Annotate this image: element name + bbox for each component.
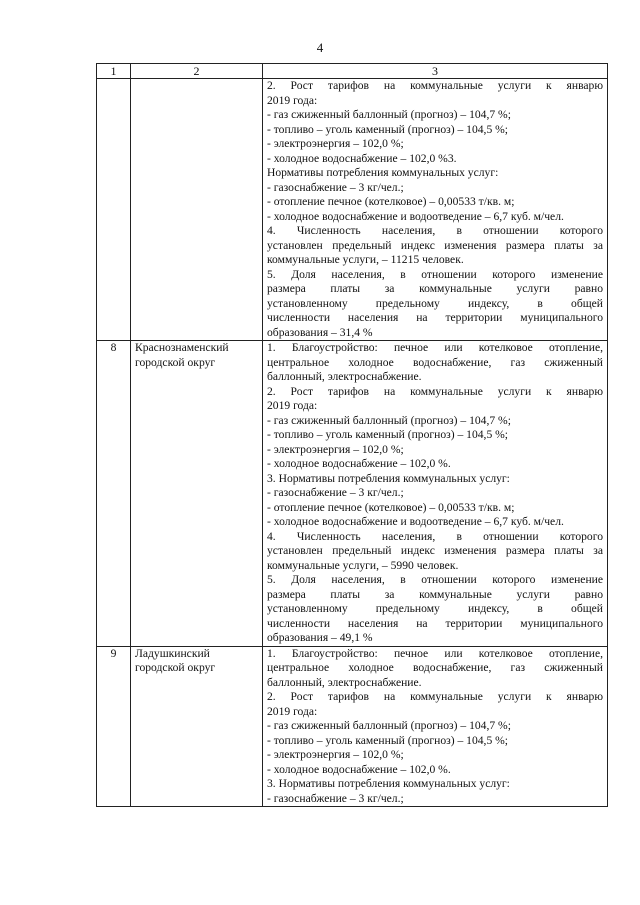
table-row [97, 79, 608, 341]
indicator-text-line: - электроэнергия – 102,0 %; [267, 442, 404, 456]
indicator-text-line: установленному предельному индексу, в общей [267, 602, 603, 615]
indicator-text-line: - холодное водоснабжение – 102,0 %. [267, 762, 451, 776]
indicator-text-line: баллонный, электроснабжение. [267, 675, 422, 689]
indicator-text-line: коммунальные услуги, – 5990 человек. [267, 558, 459, 572]
indicator-text-line: - электроэнергия – 102,0 %; [267, 137, 404, 150]
row-number-cell: 9 [97, 646, 131, 807]
indicator-text-line: коммунальные услуги, – 11215 человек. [267, 253, 464, 266]
indicator-text-line: образования – 49,1 % [267, 631, 373, 644]
indicator-text-line: - холодное водоснабжение – 102,0 %. [267, 457, 451, 470]
indicator-text-line: - газоснабжение – 3 кг/чел.; [267, 791, 404, 805]
indicator-text-line: размера платы за коммунальные услуги равно [267, 282, 603, 295]
indicator-text-line: 2. Рост тарифов на коммунальные услуги к январю [267, 690, 603, 703]
indicator-text-line: - холодное водоснабжение – 102,0 %3. [267, 151, 457, 165]
indicator-text-line: 2. Рост тарифов на коммунальные услуги к январю [267, 384, 603, 398]
indicator-text-line: установлен предельный индекс изменения размера платы за [267, 238, 603, 252]
table-body [97, 79, 608, 807]
indicator-text-line: 4. Численность населения, в отношении которого [267, 224, 603, 237]
indicator-text-line: - холодное водоснабжение и водоотведение – 6,7 куб. м/чел. [267, 515, 564, 528]
indicator-text-line: установленному предельному индексу, в общей [267, 296, 603, 310]
indicator-text-line: 2019 года: [267, 399, 318, 412]
row-number-cell [97, 79, 131, 341]
municipal-utilities-table [96, 63, 608, 807]
column-header-1: 1 [97, 64, 131, 79]
indicator-text-line: - отопление печное (котелковое) – 0,00533 т/кв. м; [267, 195, 515, 208]
municipality-name-line: городской округ [135, 355, 216, 369]
indicator-text-line: - холодное водоснабжение и водоотведение – 6,7 куб. м/чел. [267, 209, 564, 223]
page-number: 4 [316, 40, 324, 55]
indicators-cell [263, 79, 608, 341]
indicator-text-line: - газ сжиженный баллонный (прогноз) – 104,7 %; [267, 719, 511, 732]
indicator-text-line: - отопление печное (котелковое) – 0,00533 т/кв. м; [267, 500, 515, 514]
indicators-cell [263, 646, 608, 807]
municipality-name-cell [131, 341, 263, 647]
municipality-name-cell [131, 79, 263, 341]
indicator-text-line: - газоснабжение – 3 кг/чел.; [267, 180, 404, 194]
indicator-text-line: 4. Численность населения, в отношении которого [267, 529, 603, 543]
table-row [97, 341, 608, 647]
indicator-text-line: баллонный, электроснабжение. [267, 370, 422, 383]
indicator-text-line: - топливо – уголь каменный (прогноз) – 104,5 %; [267, 733, 509, 747]
indicator-text-line: 2019 года: [267, 93, 318, 107]
municipality-name-line: Ладушкинский [135, 646, 210, 660]
indicator-text-line: - газ сжиженный баллонный (прогноз) – 104,7 %; [267, 413, 511, 427]
indicator-text-line: образования – 31,4 % [267, 325, 373, 339]
municipality-name-line: городской округ [135, 661, 216, 674]
row-number-cell: 8 [97, 341, 131, 647]
table-header-row [97, 64, 608, 79]
indicator-text-line: численности населения на территории муниципального [267, 616, 603, 630]
table-row [97, 646, 608, 807]
indicator-text-line: 1. Благоустройство: печное или котелковое отопление, [267, 341, 603, 354]
indicators-cell [263, 341, 608, 647]
indicator-text-line: 3. Нормативы потребления коммунальных услуг: [267, 471, 510, 485]
indicator-text-line: 2019 года: [267, 704, 318, 718]
indicator-text-line: 3. Нормативы потребления коммунальных услуг: [267, 777, 510, 790]
indicator-text-line: численности населения на территории муниципального [267, 311, 603, 324]
indicator-text-line: центральное холодное водоснабжение, газ сжиженный [267, 661, 603, 674]
indicator-text-line: - газоснабжение – 3 кг/чел.; [267, 486, 404, 499]
indicator-text-line: центральное холодное водоснабжение, газ сжиженный [267, 355, 603, 369]
indicator-text-line: - топливо – уголь каменный (прогноз) – 104,5 %; [267, 122, 509, 136]
indicator-text-line: 5. Доля населения, в отношении которого изменение [267, 573, 603, 586]
indicator-text-line: Нормативы потребления коммунальных услуг: [267, 166, 499, 179]
indicator-text-line: - топливо – уголь каменный (прогноз) – 104,5 %; [267, 428, 509, 441]
column-header-3: 3 [263, 64, 608, 79]
column-header-2: 2 [131, 64, 263, 79]
indicator-text-line: 5. Доля населения, в отношении которого изменение [267, 267, 603, 281]
indicator-text-line: - газ сжиженный баллонный (прогноз) – 104,7 %; [267, 108, 511, 121]
indicator-text-line: размера платы за коммунальные услуги равно [267, 587, 603, 601]
indicator-text-line: 1. Благоустройство: печное или котелковое отопление, [267, 646, 603, 660]
indicator-text-line: - электроэнергия – 102,0 %; [267, 748, 404, 761]
municipality-name-line: Краснознаменский [135, 341, 229, 354]
municipality-name-cell [131, 646, 263, 807]
indicator-text-line: 2. Рост тарифов на коммунальные услуги к январю [267, 79, 603, 92]
indicator-text-line: установлен предельный индекс изменения размера платы за [267, 544, 603, 557]
